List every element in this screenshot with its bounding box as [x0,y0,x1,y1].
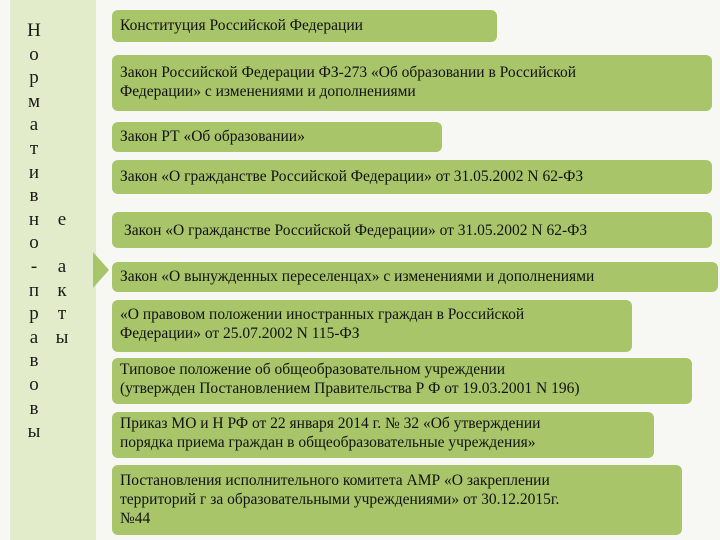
vertical-heading-akty [52,208,72,350]
item-line: Закон Российской Федерации ФЗ-273 «Об образовании в Российской [120,64,577,81]
item-line: Федерации» от 25.07.2002 N 115-ФЗ [120,325,360,342]
heading-letter [52,232,72,256]
heading-letter: и [28,161,40,183]
list-item [112,358,692,404]
heading-letter: о [29,232,39,254]
item-line: Закон «О гражданстве Российской Федерации» от 31.05.2002 N 62-ФЗ [124,222,588,239]
heading-letter: р [29,303,39,325]
item-line: Приказ МО и Н РФ от 22 января 2014 г. № 32 «Об утверждении [120,415,541,432]
heading-letter: к [57,279,67,301]
item-line: Закон РТ «Об образовании» [120,128,305,145]
heading-letter: Н [27,20,41,41]
item-line: Закон «О гражданстве Российской Федерации» от 31.05.2002 N 62-ФЗ [120,168,584,185]
heading-letter: - [30,255,38,277]
heading-letter: т [29,137,39,159]
list-item [112,122,442,152]
item-line: территорий г за образовательными учреждениями» от 30.12.2015г. [120,491,560,508]
item-line: Постановления исполнительного комитета АМР «О закреплении [120,472,550,489]
item-line: порядка приема граждан в общеобразовательные учреждения» [120,434,536,451]
list-item [112,300,632,352]
heading-letter: в [29,350,39,372]
item-line: Конституция Российской Федерации [120,17,363,34]
heading-letter: в [29,397,39,419]
heading-letter: н [28,208,40,230]
heading-letter: ы [55,326,69,348]
heading-letter: а [57,256,67,278]
heading-letter: ы [27,421,41,443]
heading-letter: р [29,67,39,89]
list-item [112,212,712,248]
arrow-right-icon [93,252,109,288]
item-line: №44 [120,510,151,527]
list-item [112,10,497,42]
vertical-heading-normativno-pravovye [24,19,44,444]
heading-letter: т [57,303,67,325]
list-item [112,55,712,111]
item-line: (утвержден Постановлением Правительства Р Ф от 19.03.2001 N 196) [120,380,580,397]
list-item [112,262,718,292]
heading-letter: а [29,326,39,348]
heading-letter: о [29,373,39,395]
item-line: Закон «О вынужденных переселенцах» с изменениями и дополнениями [120,268,595,285]
heading-letter: о [29,43,39,65]
item-line: Федерации» с изменениями и дополнениями [120,83,416,100]
item-line: «О правовом положении иностранных граждан в Российской [120,306,525,323]
item-line: Типовое положение об общеобразовательном учреждении [120,361,506,378]
list-item [112,465,682,535]
heading-letter: п [28,279,40,301]
list-item [112,412,654,458]
list-item [112,160,712,194]
heading-letter: в [29,185,39,207]
heading-letter: м [27,90,41,112]
heading-letter: а [29,114,39,136]
heading-letter: е [57,209,67,230]
